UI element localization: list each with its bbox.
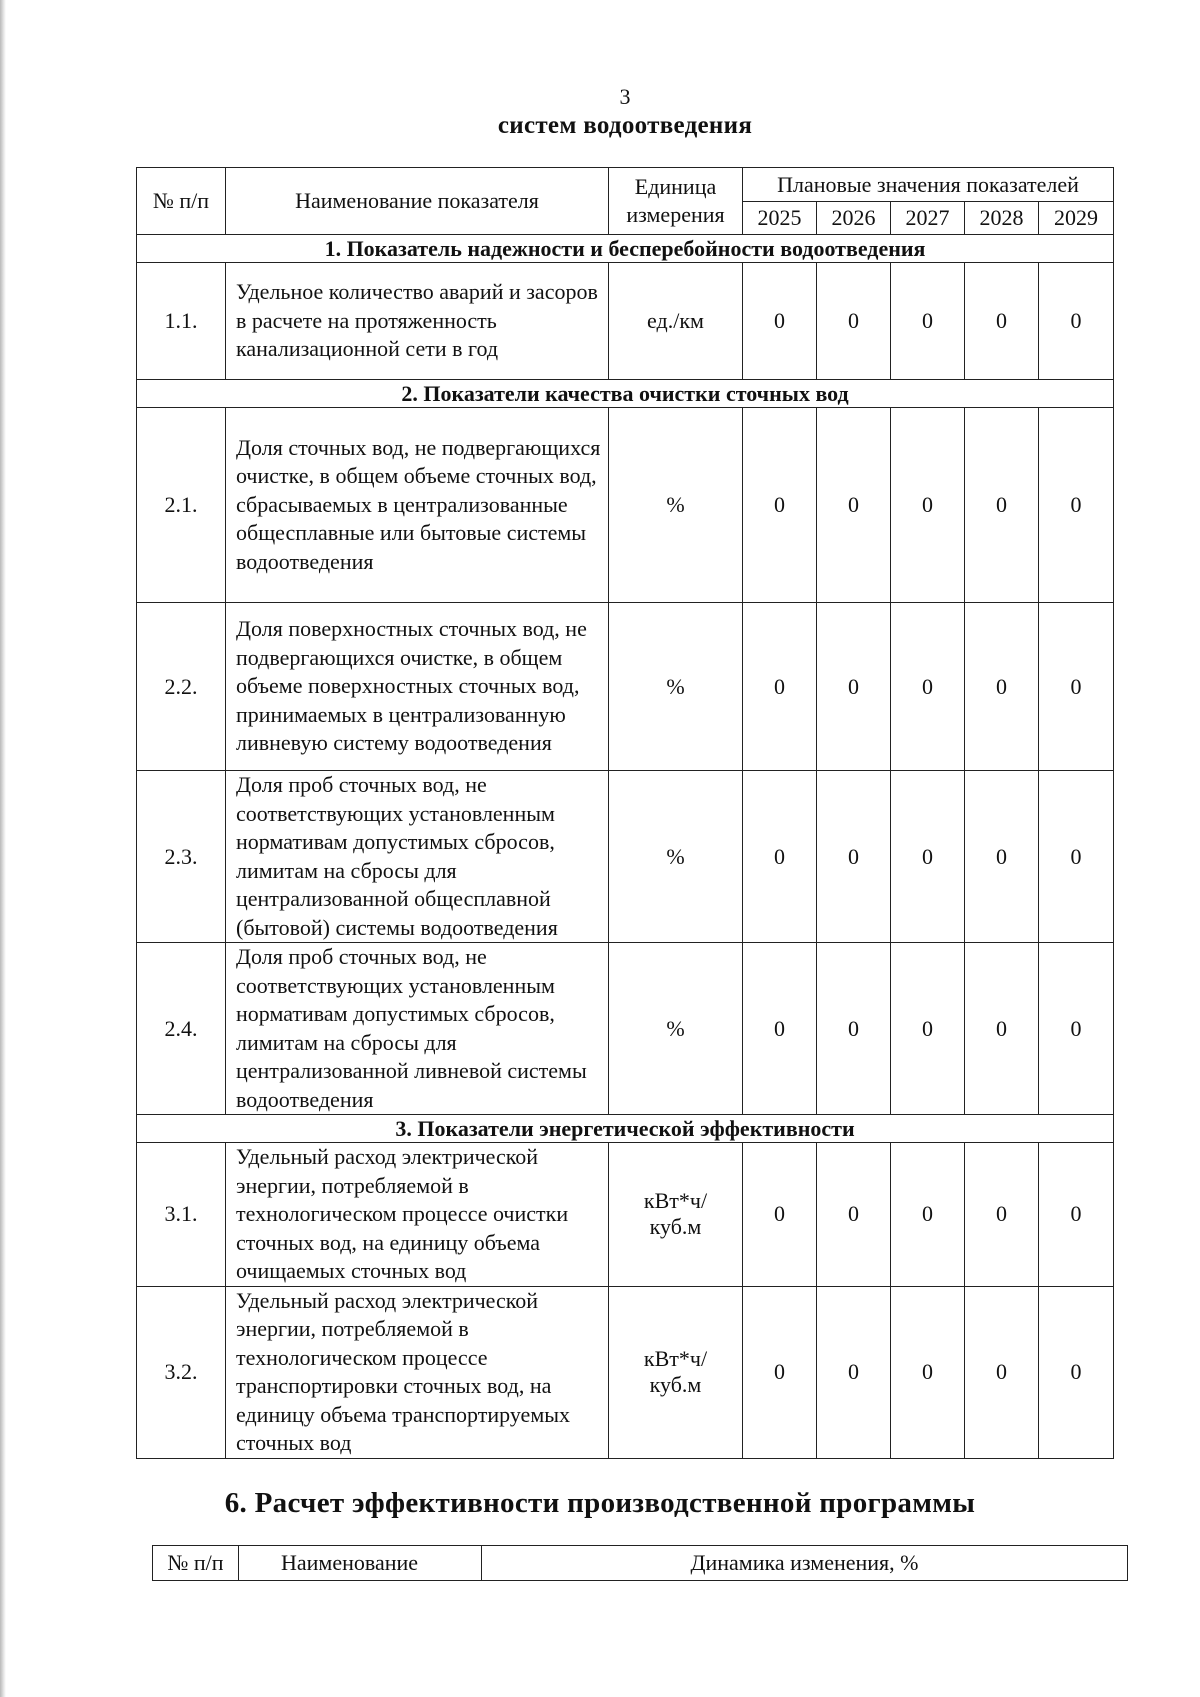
row-unit: ед./км xyxy=(609,263,743,380)
header-year: 2028 xyxy=(965,202,1039,235)
row-value: 0 xyxy=(1039,1143,1114,1287)
header-num: № п/п xyxy=(137,168,226,235)
header-unit xyxy=(609,168,743,235)
table-row xyxy=(137,408,1114,603)
table-row xyxy=(137,263,1114,380)
row-value: 0 xyxy=(891,263,965,380)
section-heading: 1. Показатель надежности и бесперебойности водоотведения xyxy=(137,235,1114,263)
table-subtitle: систем водоотведения xyxy=(497,112,753,139)
row-unit xyxy=(609,1286,743,1458)
header-year: 2029 xyxy=(1039,202,1114,235)
row-value: 0 xyxy=(743,771,817,943)
row-name: Удельное количество аварий и засоров в расчете на протяженность канализационной сети в год xyxy=(226,263,609,380)
row-value: 0 xyxy=(817,603,891,771)
row-value: 0 xyxy=(891,1286,965,1458)
row-value: 0 xyxy=(743,1143,817,1287)
row-value: 0 xyxy=(891,771,965,943)
row-value: 0 xyxy=(817,1286,891,1458)
row-value: 0 xyxy=(965,1143,1039,1287)
row-name: Доля поверхностных сточных вод, не подвергающихся очистке, в общем объеме поверхностных сточных вод, принимаемых в централизованную ливневую систему водоотведения xyxy=(226,603,609,771)
table-row xyxy=(137,1143,1114,1287)
header-unit-line2: измерения xyxy=(626,202,725,227)
row-value: 0 xyxy=(1039,943,1114,1115)
row-value: 0 xyxy=(891,408,965,603)
row-unit-line1: кВт*ч/ xyxy=(643,1188,708,1214)
row-unit xyxy=(609,1143,743,1287)
efficiency-table xyxy=(152,1545,1128,1581)
row-value: 0 xyxy=(817,408,891,603)
row-name: Удельный расход электрической энергии, потребляемой в технологическом процессе очистки сточных вод, на единицу объема очищаемых сточных вод xyxy=(226,1143,609,1287)
row-unit: % xyxy=(609,943,743,1115)
row-value: 0 xyxy=(965,943,1039,1115)
header-num: № п/п xyxy=(153,1546,239,1581)
row-number: 3.2. xyxy=(137,1286,226,1458)
table-row xyxy=(137,1286,1114,1458)
row-value: 0 xyxy=(965,263,1039,380)
row-number: 2.1. xyxy=(137,408,226,603)
row-value: 0 xyxy=(965,1286,1039,1458)
header-year: 2026 xyxy=(817,202,891,235)
row-name: Доля проб сточных вод, не соответствующих установленным нормативам допустимых сбросов, лимитам на сбросы для централизованной общесплавной (бытовой) системы водоотведения xyxy=(226,771,609,943)
header-unit-line1: Единица xyxy=(634,174,717,199)
row-name: Удельный расход электрической энергии, потребляемой в технологическом процессе транспортировки сточных вод, на единицу объема транспортируемых сточных вод xyxy=(226,1286,609,1458)
header-year: 2025 xyxy=(743,202,817,235)
header-name: Наименование показателя xyxy=(226,168,609,235)
header-planned: Плановые значения показателей xyxy=(743,168,1114,202)
row-value: 0 xyxy=(891,943,965,1115)
row-value: 0 xyxy=(891,1143,965,1287)
row-unit: % xyxy=(609,603,743,771)
section-heading: 2. Показатели качества очистки сточных вод xyxy=(137,380,1114,408)
row-value: 0 xyxy=(743,1286,817,1458)
row-number: 2.4. xyxy=(137,943,226,1115)
row-number: 2.2. xyxy=(137,603,226,771)
row-value: 0 xyxy=(965,771,1039,943)
header-dynamics: Динамика изменения, % xyxy=(482,1546,1128,1581)
row-value: 0 xyxy=(817,1143,891,1287)
row-name: Доля проб сточных вод, не соответствующих установленным нормативам допустимых сбросов, лимитам на сбросы для централизованной ливневой системы водоотведения xyxy=(226,943,609,1115)
row-number: 2.3. xyxy=(137,771,226,943)
indicators-table xyxy=(136,167,1114,1459)
row-value: 0 xyxy=(965,603,1039,771)
row-value: 0 xyxy=(817,771,891,943)
row-value: 0 xyxy=(743,603,817,771)
section-heading: 3. Показатели энергетической эффективности xyxy=(137,1115,1114,1143)
row-value: 0 xyxy=(743,408,817,603)
row-unit-line2: куб.м xyxy=(649,1214,702,1240)
row-value: 0 xyxy=(817,263,891,380)
row-unit-line1: кВт*ч/ xyxy=(643,1346,708,1371)
row-unit-line2: куб.м xyxy=(649,1372,702,1397)
scan-edge xyxy=(0,0,6,1697)
table-row xyxy=(137,943,1114,1115)
row-unit: % xyxy=(609,771,743,943)
row-value: 0 xyxy=(891,603,965,771)
row-number: 3.1. xyxy=(137,1143,226,1287)
row-value: 0 xyxy=(743,263,817,380)
row-value: 0 xyxy=(1039,408,1114,603)
section-6-title: 6. Расчет эффективности производственной программы xyxy=(224,1487,976,1519)
row-name: Доля сточных вод, не подвергающихся очистке, в общем объеме сточных вод, сбрасываемых в централизованные общесплавные или бытовые системы водоотведения xyxy=(226,408,609,603)
row-value: 0 xyxy=(1039,771,1114,943)
row-value: 0 xyxy=(1039,1286,1114,1458)
row-value: 0 xyxy=(965,408,1039,603)
table-row xyxy=(137,603,1114,771)
row-value: 0 xyxy=(1039,603,1114,771)
page-number: 3 xyxy=(619,84,631,109)
row-value: 0 xyxy=(1039,263,1114,380)
row-value: 0 xyxy=(743,943,817,1115)
row-number: 1.1. xyxy=(137,263,226,380)
table-row xyxy=(137,771,1114,943)
header-year: 2027 xyxy=(891,202,965,235)
row-unit: % xyxy=(609,408,743,603)
header-name: Наименование xyxy=(239,1546,482,1581)
row-value: 0 xyxy=(817,943,891,1115)
